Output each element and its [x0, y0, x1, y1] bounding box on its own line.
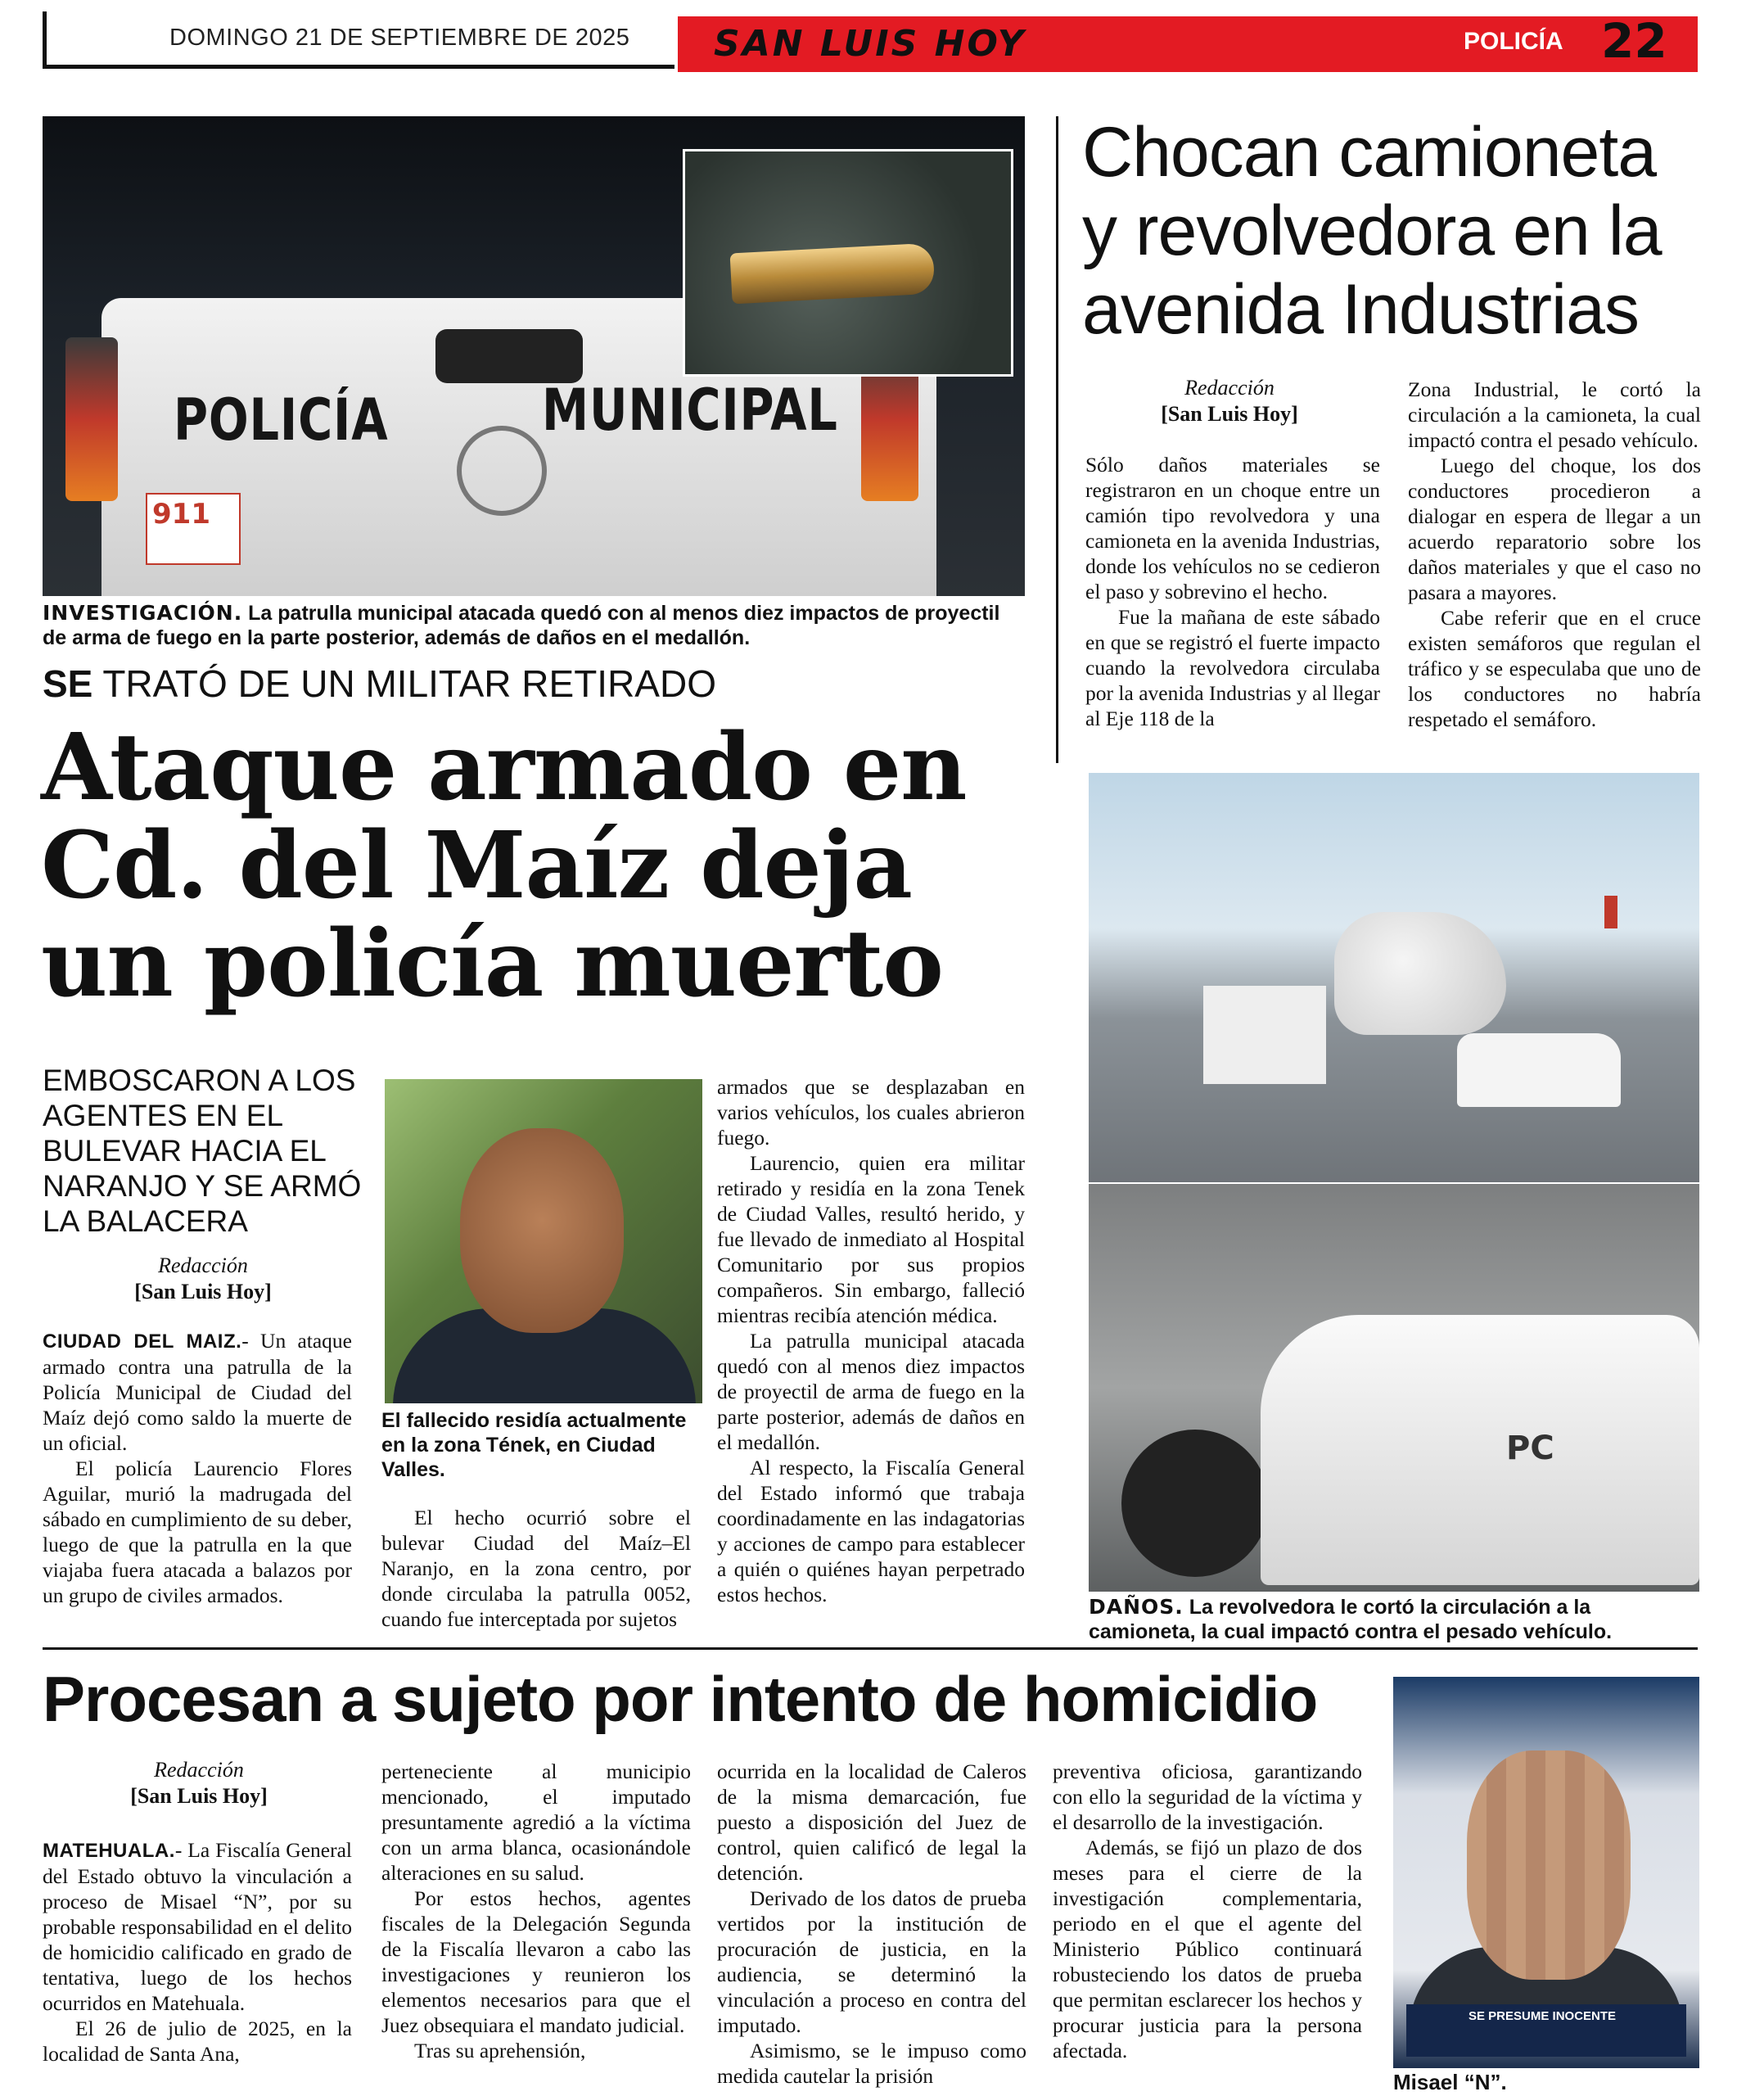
crash-headline: Chocan camioneta y revolvedora en la avenida Industrias — [1082, 113, 1662, 349]
main-column-2 — [381, 1505, 691, 1632]
bullet-casing-inset-photo — [683, 149, 1013, 377]
traffic-light-icon — [1604, 896, 1617, 928]
paragraph: MATEHUALA.- La Fiscalía General del Estado obtuvo la vinculación a proceso de Misael “N”, por su probable responsabilidad en el delito de homicidio calificado en grado de tentativa, luego de los hechos ocurridos en Matehuala. — [43, 1838, 352, 2015]
presumed-innocent-text: SE PRESUME INOCENTE — [1468, 2009, 1617, 2023]
paragraph: El policía Laurencio Flores Aguilar, murió la madrugada del sábado en cumplimiento de su deber, luego de que la patrulla en la que viajaba fuera atacada a balazos por un grupo de civiles armados. — [43, 1457, 352, 1607]
pixelated-face — [1467, 1750, 1631, 1980]
crash-column-1 — [1085, 452, 1380, 731]
kicker-rest: TRATÓ DE UN MILITAR RETIRADO — [92, 662, 716, 705]
presumed-innocent-banner — [1406, 2004, 1686, 2057]
police-truck-photo — [43, 116, 1025, 596]
vehicle-logo-text: PC — [1506, 1430, 1554, 1467]
homicide-column-4 — [1053, 1759, 1362, 2063]
main-column-3 — [717, 1074, 1025, 1607]
pickup-truck — [1457, 1033, 1621, 1107]
portrait-caption: El fallecido residía actualmente en la zona Tének, en Ciudad Valles. — [381, 1409, 687, 1481]
emergency-911-sticker — [146, 493, 241, 565]
paragraph: Por estos hechos, agentes fiscales de la Delegación Segunda de la Fiscalía llevaron a cabo las investigaciones y reunieron los elementos necesarios para que el Juez obsequiara el mandato judicial. — [381, 1886, 691, 2037]
crash-photo-caption — [1089, 1595, 1699, 1644]
crash-intersection-photo — [1089, 773, 1699, 1182]
paragraph: Además, se fijó un plazo de dos meses para el cierre de la investigación complementaria, periodo en el que el agente del Ministerio Público continuará robusteciendo los datos de prueba que permitan esclarecer los hechos y procurar justicia para la persona afectada. — [1053, 1836, 1362, 2062]
paragraph: Asimismo, se le impuso como medida cautelar la prisión — [717, 2039, 1026, 2088]
truck-cab — [1203, 986, 1326, 1084]
paragraph: Laurencio, quien era militar retirado y residía en la zona Tenek de Ciudad Valles, resultó herido, y fue llevado de inmediato al Hospital Comunitario por sus propios compañeros. Sin embargo, falleció mientras recibía atención médica. — [717, 1151, 1025, 1327]
caption-text: La patrulla municipal atacada quedó con al menos diez impactos de proyectil de arma de fuego en la parte posterior, además de daños en el medallón. — [43, 602, 1000, 649]
header-date-box — [43, 11, 674, 69]
mixer-drum — [1334, 912, 1506, 1035]
caption-text: La revolvedora le cortó la circulación a la camioneta, la cual impactó contra el pesado vehículo. — [1089, 1596, 1613, 1643]
byline-author: Redacción — [158, 1254, 248, 1277]
page-number: 22 — [1601, 13, 1667, 69]
tailgate-handle — [435, 329, 583, 383]
paragraph: Zona Industrial, le cortó la circulación a la camioneta, la cual impactó contra el pesado vehículo. — [1408, 377, 1701, 452]
caption-label: INVESTIGACIÓN. — [43, 601, 243, 625]
paragraph: ocurrida en la localidad de Caleros de la misma demarcación, fue puesto a disposición del Juez de control, quien calificó de legal la detención. — [717, 1759, 1026, 1885]
byline-author: Redacción — [1184, 376, 1275, 400]
column-divider — [1056, 116, 1058, 763]
main-column-1 — [43, 1328, 352, 1608]
suspect-photo — [1393, 1677, 1699, 2068]
paragraph: Al respecto, la Fiscalía General del Estado informó que trabaja coordinadamente en las indagatorias y acciones de campo para establecer a quién o quiénes hayan perpetrado estos hechos. — [717, 1456, 1025, 1606]
dateline: CIUDAD DEL MAIZ. — [43, 1330, 242, 1353]
homicide-column-2 — [381, 1759, 691, 2063]
victim-portrait-photo — [385, 1079, 702, 1403]
bullet-casing — [730, 243, 936, 305]
paragraph: Luego del choque, los dos conductores procedieron a dialogar en espera de llegar a un acuerdo reparatorio sobre los daños materiales y que el caso no pasara a mayores. — [1408, 454, 1701, 604]
truck-text-municipal: MUNICIPAL — [542, 377, 838, 444]
main-kicker — [43, 662, 716, 706]
byline-outlet: [San Luis Hoy] — [134, 1280, 272, 1303]
byline-outlet: [San Luis Hoy] — [130, 1784, 268, 1808]
main-byline — [43, 1253, 363, 1305]
section-name: POLICÍA — [1464, 28, 1563, 55]
damaged-pickup — [1261, 1315, 1699, 1585]
homicide-column-3 — [717, 1759, 1026, 2089]
paragraph: preventiva oficiosa, garantizando con ello la seguridad de la víctima y el desarrollo de la investigación. — [1053, 1759, 1362, 1834]
emergency-911-text: 911 — [152, 498, 210, 531]
caption-label: DAÑOS. — [1089, 1595, 1184, 1619]
tail-light-left — [65, 337, 118, 501]
byline-author: Redacción — [154, 1758, 244, 1782]
crash-byline — [1085, 375, 1374, 427]
paragraph: El 26 de julio de 2025, en la localidad de Santa Ana, — [43, 2017, 352, 2066]
byline-outlet: [San Luis Hoy] — [1161, 402, 1298, 426]
crash-damage-photo — [1089, 1184, 1699, 1592]
homicide-byline — [43, 1757, 355, 1809]
crash-column-2 — [1408, 377, 1701, 732]
paragraph: CIUDAD DEL MAIZ.- Un ataque armado contra una patrulla de la Policía Municipal de Ciudad del Maíz dejó como saldo la muerte de un oficial. — [43, 1329, 352, 1455]
suspect-photo-caption: Misael “N”. — [1393, 2070, 1507, 2094]
paragraph: El hecho ocurrió sobre el bulevar Ciudad del Maíz–El Naranjo, en la zona centro, por donde circulaba la patrulla 0052, cuando fue interceptada por sujetos — [381, 1506, 691, 1631]
main-deck: EMBOSCARON A LOS AGENTES EN EL BULEVAR HACIA EL NARANJO Y SE ARMÓ LA BALACERA — [43, 1064, 362, 1238]
dateline: MATEHUALA. — [43, 1840, 175, 1862]
paragraph: Cabe referir que en el cruce existen semáforos que regulan el tráfico y se especulaba que uno de los conductores no habría respetado el semáforo. — [1408, 606, 1701, 731]
paragraph: Derivado de los datos de prueba vertidos por la institución de procuración de justicia, en la audiencia, se determinó la vinculación a proceso en contra del imputado. — [717, 1886, 1026, 2037]
mixer-wheel — [1121, 1430, 1269, 1577]
paragraph: Sólo daños materiales se registraron en un choque entre un camión tipo revolvedora y una camioneta en la avenida Industrias, donde los vehículos no se cedieron el paso y sobrevino el hecho. — [1085, 453, 1380, 603]
header-bar — [678, 13, 1698, 72]
homicide-column-1 — [43, 1837, 352, 2067]
homicide-headline: Procesan a sujeto por intento de homicidio — [43, 1663, 1318, 1735]
main-headline: Ataque armado en Cd. del Maíz deja un policía muerto — [41, 714, 967, 1018]
police-photo-caption — [43, 601, 1025, 650]
truck-text-policia: POLICÍA — [174, 386, 389, 454]
paragraph: La patrulla municipal atacada quedó con al menos diez impactos de proyectil de arma de fuego en la parte posterior, además de daños en el medallón. — [717, 1329, 1025, 1454]
portrait-face — [460, 1128, 624, 1333]
issue-date: DOMINGO 21 DE SEPTIEMBRE DE 2025 — [169, 25, 630, 51]
paragraph: armados que se desplazaban en varios vehículos, los cuales abrieron fuego. — [717, 1075, 1025, 1150]
paragraph: Fue la mañana de este sábado en que se registró el fuerte impacto cuando la revolvedora circulaba por la avenida Industrias y al llegar al Eje 118 de la — [1085, 605, 1380, 730]
paragraph: Tras su aprehensión, — [414, 2039, 586, 2062]
kicker-bold: SE — [43, 662, 93, 705]
nissan-logo-icon — [457, 426, 547, 516]
newspaper-brand: SAN LUIS HOY — [714, 23, 1026, 65]
paragraph: perteneciente al municipio mencionado, el imputado presuntamente agredió a la víctima con un arma blanca, ocasionándole alteraciones en su salud. — [381, 1759, 691, 1885]
section-divider — [43, 1647, 1698, 1650]
